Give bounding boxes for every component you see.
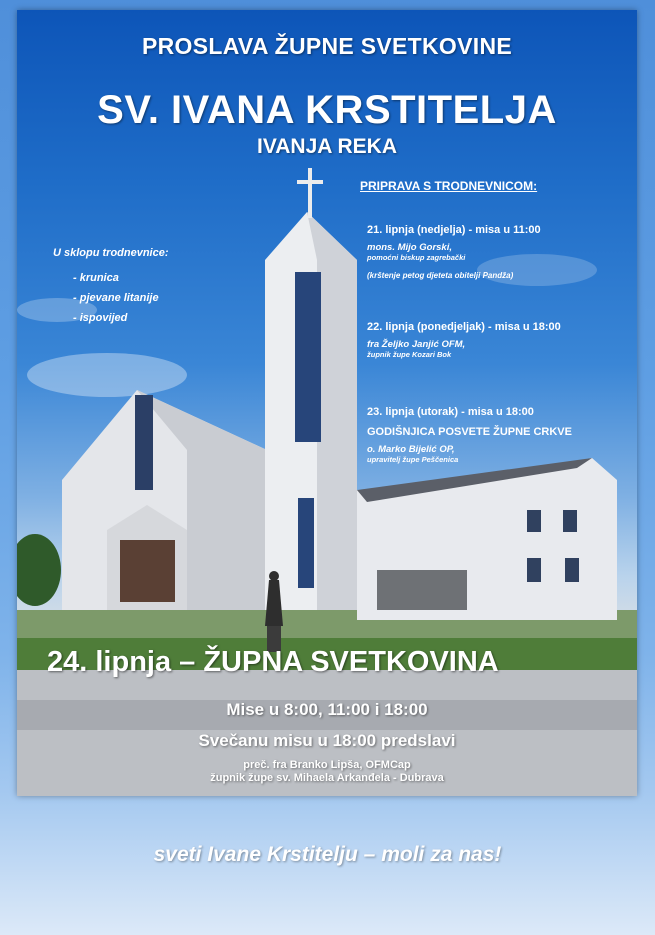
event-role: pomoćni biskup zagrebački: [367, 253, 466, 262]
title-line-3: IVANJA REKA: [256, 135, 398, 158]
footer-prayer: sveti Ivane Krstitelju – moli za nas!: [153, 843, 502, 866]
poster: [17, 10, 637, 796]
event-role: upravitelj župe Peščenica: [367, 455, 459, 464]
presider-name: preč. fra Branko Lipša, OFMCap: [243, 759, 411, 771]
event-celebrant: mons. Mijo Gorski,: [367, 242, 452, 253]
event-celebrant: fra Željko Janjić OFM,: [367, 339, 466, 350]
event-role: župnik župe Kozari Bok: [367, 350, 452, 359]
mass-times: Mise u 8:00, 11:00 i 18:00: [226, 700, 428, 719]
event-3: [367, 406, 572, 464]
presider-role: župnik župe sv. Mihaela Arkanđela - Dubrava: [210, 772, 444, 784]
feast-heading: 24. lipnja – ŽUPNA SVETKOVINA: [47, 646, 499, 678]
side-heading: U sklopu trodnevnice:: [53, 247, 169, 259]
solemn-mass: Svečanu misu u 18:00 predslavi: [198, 731, 456, 750]
title-line-2: SV. IVANA KRSTITELJA: [97, 88, 557, 132]
event-2: [367, 321, 561, 359]
event-1: [367, 224, 541, 280]
preparation-heading: PRIPRAVA S TRODNEVNICOM:: [360, 179, 538, 193]
event-celebrant: o. Marko Bijelić OP,: [367, 444, 455, 455]
title-line-1: PROSLAVA ŽUPNE SVETKOVINE: [141, 33, 512, 59]
side-item: - pjevane litanije: [73, 292, 159, 304]
event-date: 21. lipnja (nedjelja) - misa u 11:00: [367, 224, 541, 236]
event-date: 23. lipnja (utorak) - misa u 18:00: [367, 406, 534, 418]
side-item: - krunica: [73, 272, 119, 284]
event-subtitle: GODIŠNJICA POSVETE ŽUPNE CRKVE: [367, 426, 572, 438]
event-note: (krštenje petog djeteta obitelji Pandža): [367, 271, 514, 280]
side-list: [53, 247, 169, 332]
event-date: 22. lipnja (ponedjeljak) - misa u 18:00: [367, 321, 561, 333]
side-item: - ispovijed: [73, 312, 128, 324]
